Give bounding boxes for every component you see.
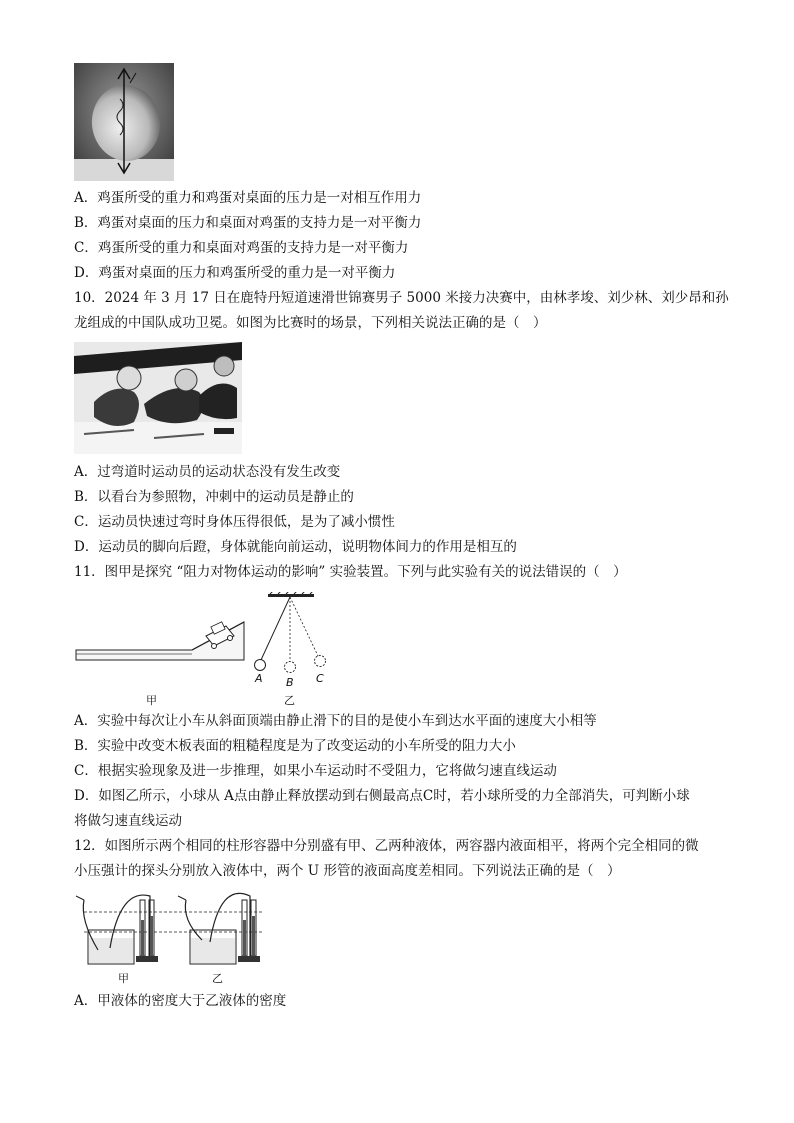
q10-option-c: C．运动员快速过弯时身体压得很低，是为了减小惯性	[74, 514, 395, 530]
fig-label-jia-q12: 甲	[118, 972, 129, 985]
pendulum-point-c: C	[316, 672, 324, 685]
q11-option-a: A．实验中每次让小车从斜面顶端由静止滑下的目的是使小车到达水平面的速度大小相等	[74, 713, 597, 729]
fig-label-jia-q11: 甲	[146, 694, 157, 707]
egg-figure	[74, 63, 174, 181]
q9-option-d: D．鸡蛋对桌面的压力和鸡蛋所受的重力是一对平衡力	[74, 265, 396, 281]
pendulum-point-a: A	[255, 672, 263, 685]
ramp-figure-jia	[74, 590, 254, 690]
skating-photo	[74, 342, 242, 454]
q10-option-b: B．以看台为参照物，冲刺中的运动员是静止的	[74, 489, 354, 505]
fig-label-yi-q12: 乙	[212, 972, 223, 985]
q10-stem-line2: 龙组成的中国队成功卫冕。如图为比赛时的场景，下列相关说法正确的是（ ）	[74, 315, 547, 331]
fig-label-yi-q11: 乙	[284, 694, 295, 707]
q11-option-d-line2: 将做匀速直线运动	[74, 813, 182, 829]
q10-stem-line1: 10．2024 年 3 月 17 日在鹿特丹短道速滑世锦赛男子 5000 米接力决赛中，由林孝埈、刘少林、刘少昂和孙	[74, 290, 729, 306]
q9-option-c: C．鸡蛋所受的重力和桌面对鸡蛋的支持力是一对平衡力	[74, 240, 409, 256]
q12-option-a: A．甲液体的密度大于乙液体的密度	[74, 993, 287, 1009]
q12-stem-line2: 小压强计的探头分别放入液体中，两个 U 形管的液面高度差相同。下列说法正确的是（ ）	[74, 863, 621, 879]
q10-option-a: A．过弯道时运动员的运动状态没有发生改变	[74, 464, 341, 480]
manometer-figure	[70, 890, 270, 970]
q11-option-d-line1: D．如图乙所示，小球从 A点由静止释放摆动到右侧最高点C时，若小球所受的力全部消失，可判断小球	[74, 788, 690, 804]
pendulum-figure-yi	[250, 592, 340, 692]
q9-option-b: B．鸡蛋对桌面的压力和桌面对鸡蛋的支持力是一对平衡力	[74, 215, 422, 231]
q12-stem-line1: 12．如图所示两个相同的柱形容器中分别盛有甲、乙两种液体，两容器内液面相平，将两个完全相同的微	[74, 838, 699, 854]
q11-option-c: C．根据实验现象及进一步推理，如果小车运动时不受阻力，它将做匀速直线运动	[74, 763, 557, 779]
pendulum-point-b: B	[286, 676, 294, 689]
q11-option-b: B．实验中改变木板表面的粗糙程度是为了改变运动的小车所受的阻力大小	[74, 738, 516, 754]
q10-option-d: D．运动员的脚向后蹬，身体就能向前运动，说明物体间力的作用是相互的	[74, 539, 517, 555]
q9-option-a: A．鸡蛋所受的重力和鸡蛋对桌面的压力是一对相互作用力	[74, 190, 422, 206]
q11-stem: 11．图甲是探究 “阻力对物体运动的影响” 实验装置。下列与此实验有关的说法错误的（ ）	[74, 564, 627, 580]
